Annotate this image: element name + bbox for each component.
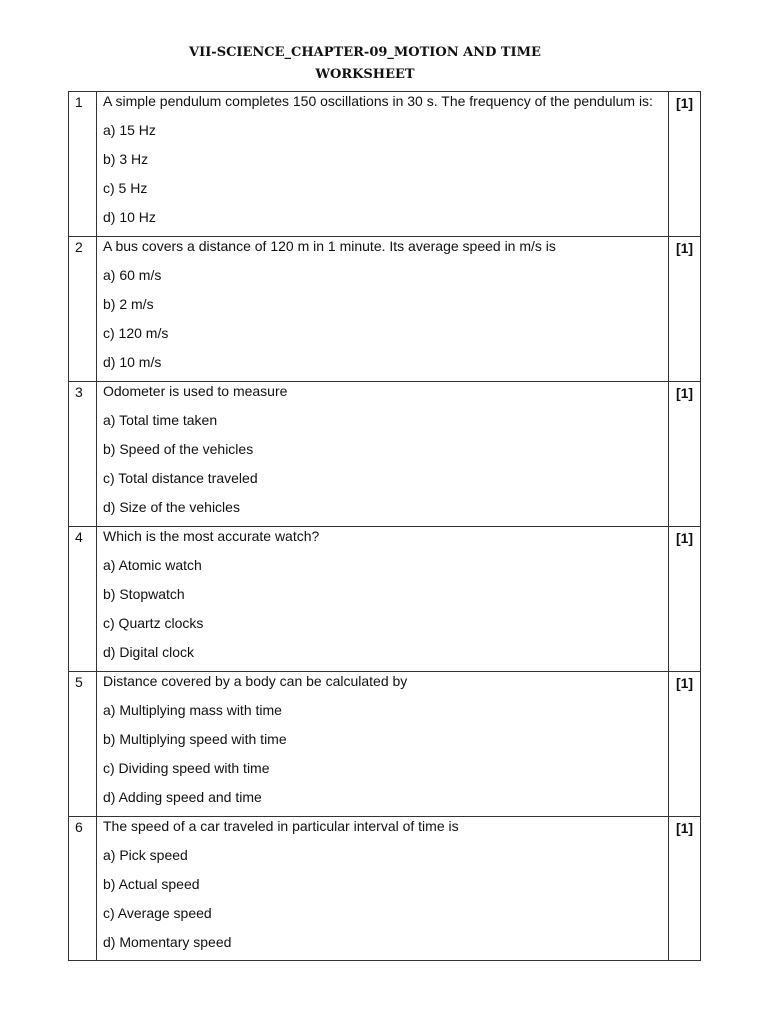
option-b: b) Actual speed (103, 876, 200, 892)
question-marks: [1] (675, 820, 694, 836)
option-b: b) Speed of the vehicles (103, 441, 254, 457)
marks-cell (669, 527, 701, 672)
question-number-cell (69, 237, 97, 382)
question-marks: [1] (675, 530, 694, 546)
option-a: a) Pick speed (103, 847, 188, 863)
marks-cell (669, 672, 701, 817)
worksheet-subtitle: WORKSHEET (315, 67, 415, 82)
marks-cell (669, 237, 701, 382)
question-number-cell (69, 92, 97, 237)
option-c: c) Average speed (103, 905, 212, 921)
question-text: The speed of a car traveled in particular interval of time is (103, 818, 459, 834)
question-body-cell (97, 672, 669, 817)
question-row (69, 672, 701, 817)
option-c: c) Total distance traveled (103, 470, 258, 486)
option-b: b) 3 Hz (103, 151, 149, 167)
question-number-cell (69, 817, 97, 961)
question-text: Odometer is used to measure (103, 383, 288, 399)
option-c: c) Dividing speed with time (103, 760, 270, 776)
question-text: Distance covered by a body can be calculated by (103, 673, 408, 689)
question-body-cell (97, 237, 669, 382)
marks-cell (669, 92, 701, 237)
question-number-cell (69, 672, 97, 817)
question-number: 6 (75, 819, 83, 835)
option-c: c) Quartz clocks (103, 615, 204, 631)
question-number-cell (69, 527, 97, 672)
question-row (69, 817, 701, 961)
option-d: d) Size of the vehicles (103, 499, 240, 515)
option-a: a) 15 Hz (103, 122, 156, 138)
worksheet-title: VII-SCIENCE_CHAPTER-09_MOTION AND TIME (189, 45, 541, 60)
question-number: 4 (75, 529, 83, 545)
question-body-cell (97, 527, 669, 672)
option-c: c) 120 m/s (103, 325, 169, 341)
question-number: 1 (75, 94, 83, 110)
option-b: b) Multiplying speed with time (103, 731, 287, 747)
option-d: d) 10 m/s (103, 354, 162, 370)
option-d: d) Digital clock (103, 644, 195, 660)
question-number: 5 (75, 674, 83, 690)
question-row (69, 527, 701, 672)
question-marks: [1] (675, 385, 694, 401)
marks-cell (669, 817, 701, 961)
option-a: a) 60 m/s (103, 267, 162, 283)
question-row (69, 382, 701, 527)
questions-table (68, 91, 701, 961)
question-number: 3 (75, 384, 83, 400)
question-marks: [1] (675, 240, 694, 256)
question-row (69, 92, 701, 237)
option-d: d) Momentary speed (103, 934, 232, 950)
option-a: a) Multiplying mass with time (103, 702, 282, 718)
question-marks: [1] (675, 675, 694, 691)
option-b: b) Stopwatch (103, 586, 185, 602)
marks-cell (669, 382, 701, 527)
option-d: d) 10 Hz (103, 209, 156, 225)
question-number-cell (69, 382, 97, 527)
question-body-cell (97, 92, 669, 237)
question-text: A bus covers a distance of 120 m in 1 minute. Its average speed in m/s is (103, 238, 556, 254)
option-c: c) 5 Hz (103, 180, 148, 196)
question-body-cell (97, 382, 669, 527)
question-row (69, 237, 701, 382)
question-text: A simple pendulum completes 150 oscillations in 30 s. The frequency of the pendulum is: (103, 93, 653, 109)
question-marks: [1] (675, 95, 694, 111)
option-a: a) Total time taken (103, 412, 218, 428)
question-text: Which is the most accurate watch? (103, 528, 320, 544)
question-body-cell (97, 817, 669, 961)
option-b: b) 2 m/s (103, 296, 154, 312)
option-a: a) Atomic watch (103, 557, 202, 573)
option-d: d) Adding speed and time (103, 789, 262, 805)
question-number: 2 (75, 239, 83, 255)
